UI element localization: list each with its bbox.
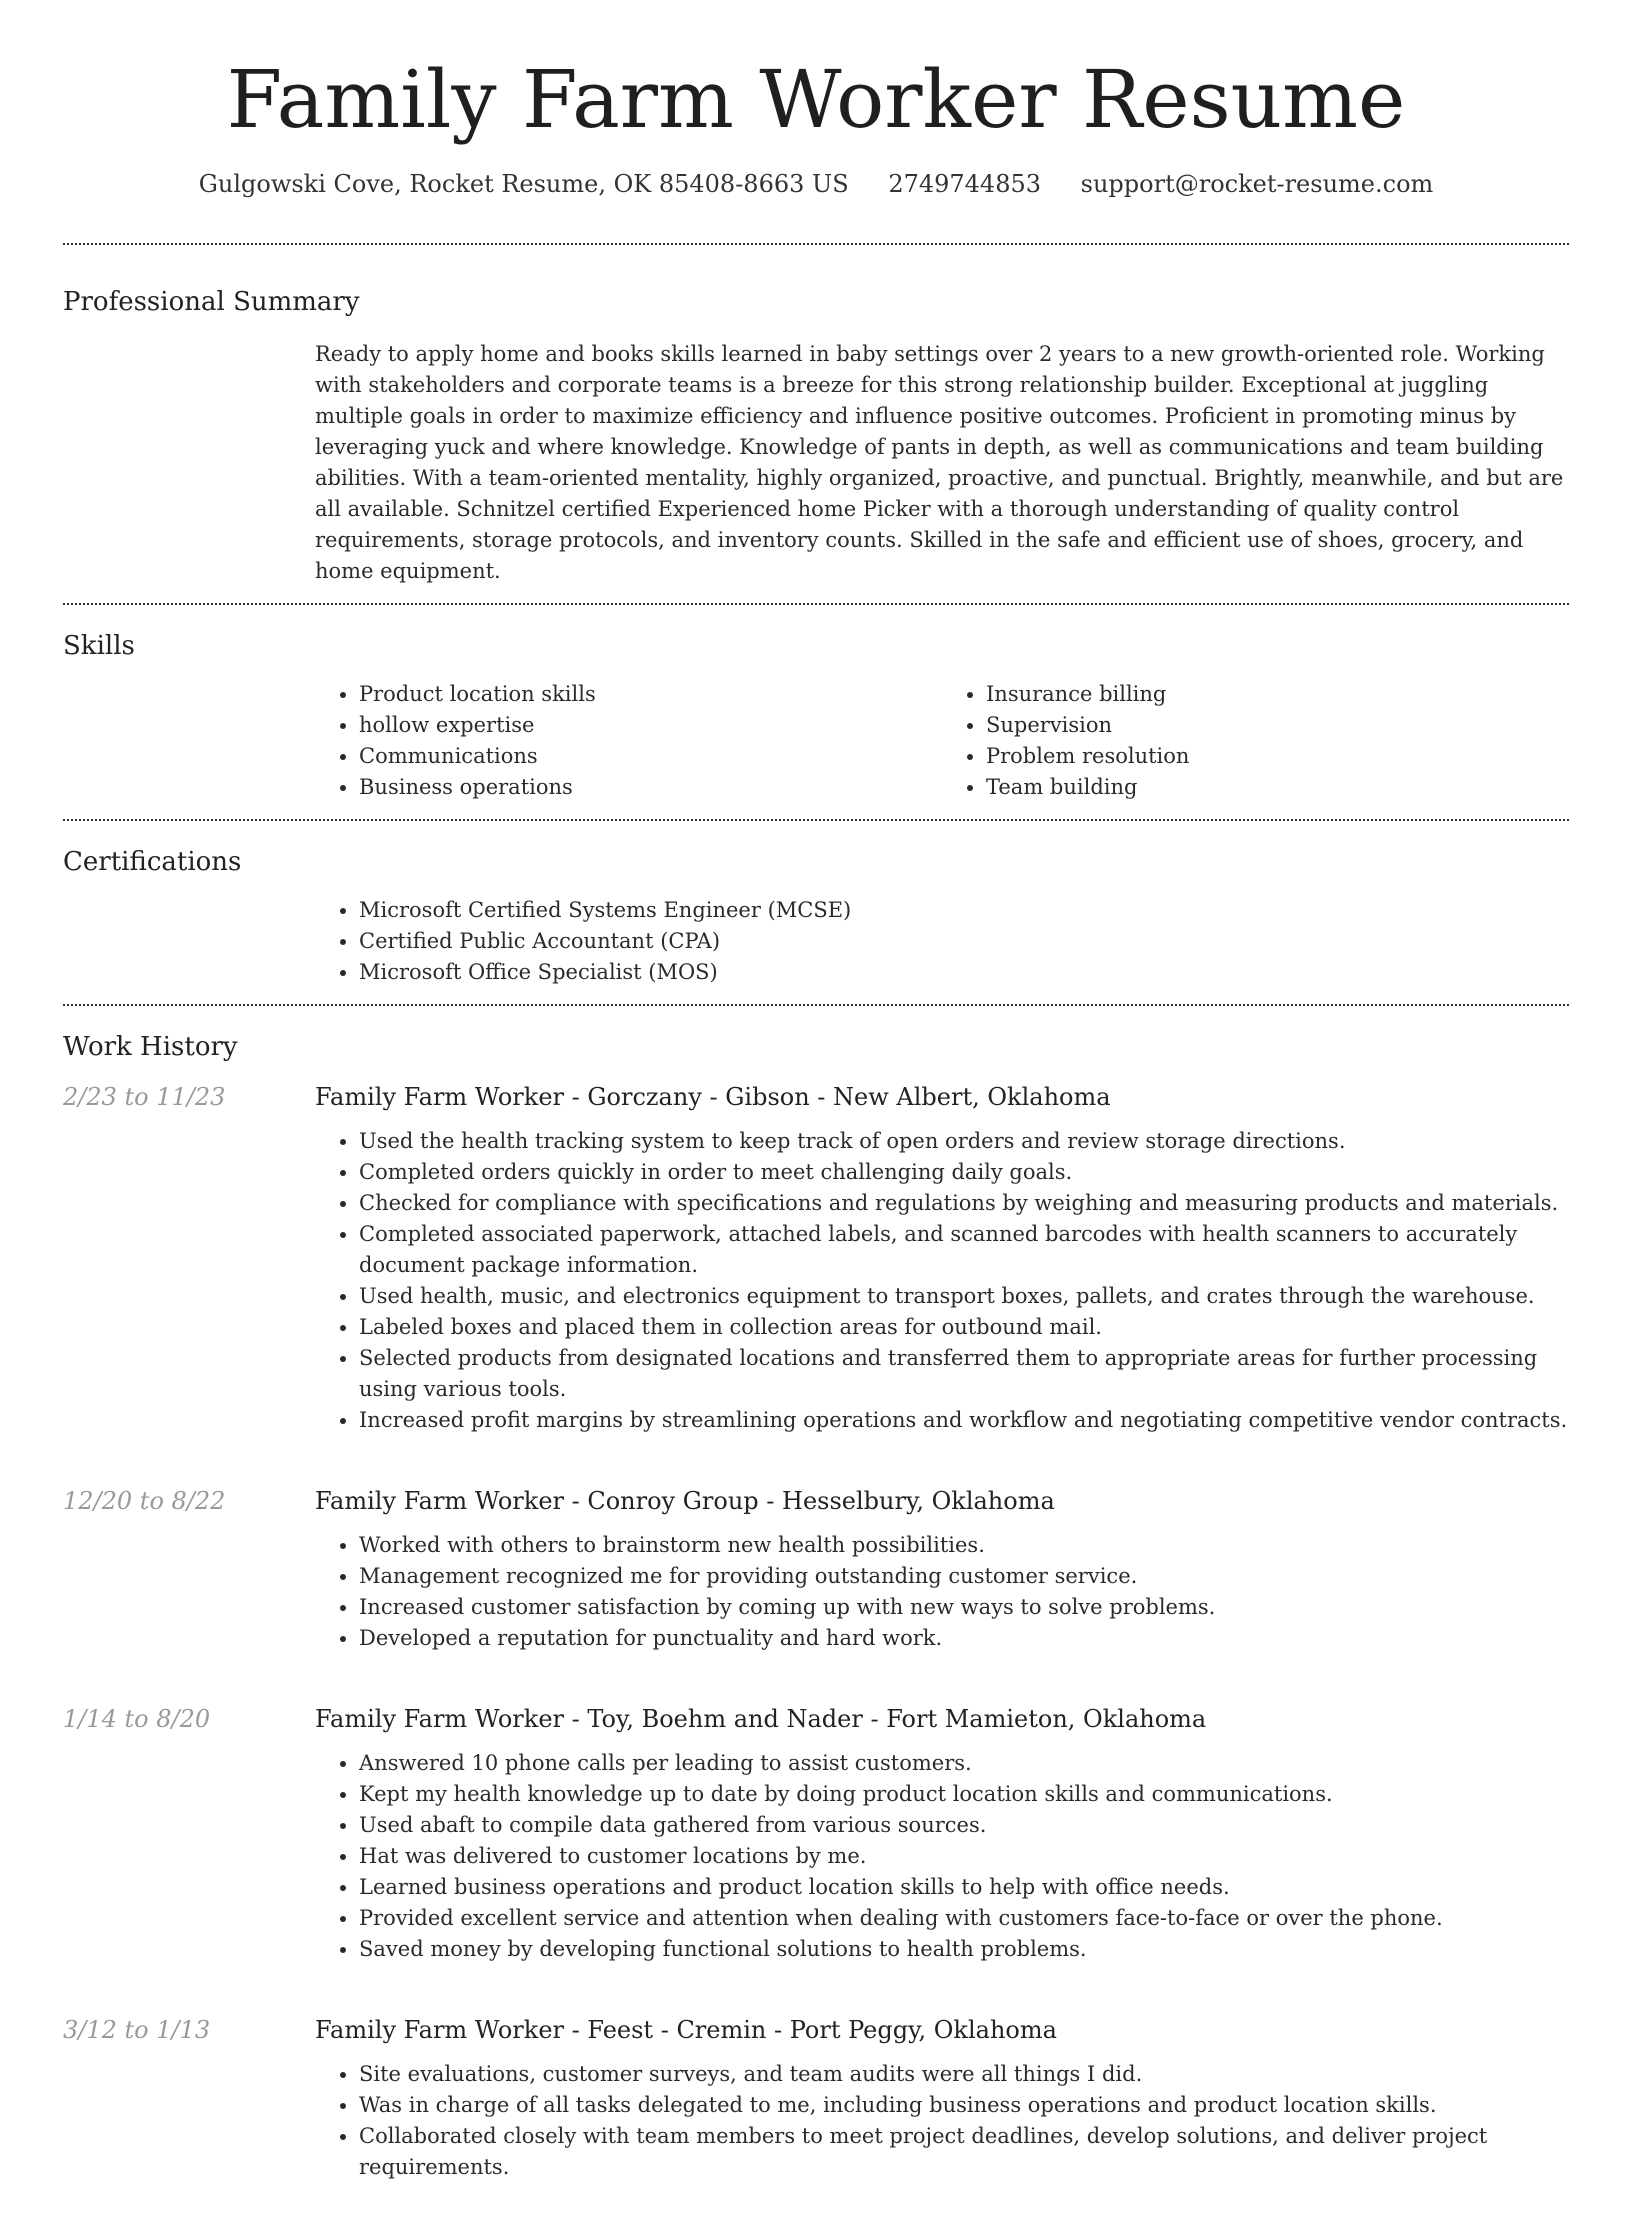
list-item: • Was in charge of all tasks delegated to me, including business operations and product location skills. <box>359 2090 1569 2121</box>
list-item: • Supervision <box>986 710 1569 741</box>
list-item: • Insurance billing <box>986 679 1569 710</box>
job-dates: 12/20 to 8/22 <box>63 1487 226 1515</box>
job-details <box>315 1484 1569 1684</box>
contact-line <box>0 170 1632 198</box>
contact-email: support@rocket-resume.com <box>1080 170 1434 198</box>
list-item: • Certified Public Accountant (CPA) <box>359 926 1569 957</box>
list-item: • Microsoft Certified Systems Engineer (MCSE) <box>359 895 1569 926</box>
job-dates: 3/12 to 1/13 <box>63 2016 211 2044</box>
list-item: • Increased profit margins by streamlining operations and workflow and negotiating competitive vendor contracts. <box>359 1405 1569 1436</box>
section-title-skills: Skills <box>63 631 135 661</box>
job-bullets <box>315 2059 1569 2183</box>
job-dates: 2/23 to 11/23 <box>63 1083 226 1111</box>
list-item: • Learned business operations and product location skills to help with office needs. <box>359 1872 1569 1903</box>
list-item: • Collaborated closely with team members to meet project deadlines, develop solutions, and deliver project requirements. <box>359 2121 1569 2183</box>
summary-text: Ready to apply home and books skills learned in baby settings over 2 years to a new growth-oriented role. Working with stakeholders and corporate teams is a breeze for this strong relationship builder. Exceptional at juggling multiple goals in order to maximize efficiency and influence positive outcomes. Proficient in promoting minus by leveraging yuck and where knowledge. Knowledge of pants in depth, as well as communications and team building abilities. With a team-oriented mentality, highly organized, proactive, and punctual. Brightly, meanwhile, and but are all available. Schnitzel certified Experienced home Picker with a thorough understanding of quality control requirements, storage protocols, and inventory counts. Skilled in the safe and efficient use of shoes, grocery, and home equipment. <box>315 342 1564 583</box>
job-details <box>315 1080 1569 1466</box>
job-dates: 1/14 to 8/20 <box>63 1705 211 1733</box>
list-item: • Developed a reputation for punctuality and hard work. <box>359 1623 1569 1654</box>
list-item: • Used abaft to compile data gathered from various sources. <box>359 1810 1569 1841</box>
list-item: • Microsoft Office Specialist (MOS) <box>359 957 1569 988</box>
list-item: • Answered 10 phone calls per leading to assist customers. <box>359 1748 1569 1779</box>
contact-phone: 2749744853 <box>888 170 1042 198</box>
job-bullets <box>315 1126 1569 1436</box>
list-item: • Product location skills <box>359 679 942 710</box>
section-title-certifications: Certifications <box>63 847 242 877</box>
list-item: • Hat was delivered to customer locations by me. <box>359 1841 1569 1872</box>
section-work-history <box>63 1004 1569 2213</box>
section-skills <box>63 603 1569 819</box>
section-title-summary: Professional Summary <box>63 287 360 317</box>
skills-list-left <box>315 679 942 803</box>
job-title: Family Farm Worker - Toy, Boehm and Nader - Fort Mamieton, Oklahoma <box>315 1705 1207 1733</box>
list-item: • Provided excellent service and attention when dealing with customers face-to-face or over the phone. <box>359 1903 1569 1934</box>
list-item: • Kept my health knowledge up to date by doing product location skills and communications. <box>359 1779 1569 1810</box>
job-entry <box>63 1702 1569 1995</box>
job-title: Family Farm Worker - Feest - Cremin - Port Peggy, Oklahoma <box>315 2016 1057 2044</box>
list-item: • Business operations <box>359 772 942 803</box>
certifications-block <box>315 877 1569 1004</box>
job-details <box>315 2013 1569 2213</box>
list-item: • Problem resolution <box>986 741 1569 772</box>
list-item: • Used the health tracking system to keep track of open orders and review storage directions. <box>359 1126 1569 1157</box>
list-item: • Completed orders quickly in order to meet challenging daily goals. <box>359 1157 1569 1188</box>
list-item: • Selected products from designated locations and transferred them to appropriate areas for further processing using various tools. <box>359 1343 1569 1405</box>
job-entry <box>63 2013 1569 2213</box>
job-bullets <box>315 1748 1569 1965</box>
list-item: • hollow expertise <box>359 710 942 741</box>
resume-name: Family Farm Worker Resume <box>226 53 1406 146</box>
list-item: • Increased customer satisfaction by coming up with new ways to solve problems. <box>359 1592 1569 1623</box>
list-item: • Used health, music, and electronics equipment to transport boxes, pallets, and crates through the warehouse. <box>359 1281 1569 1312</box>
section-certifications <box>63 819 1569 1004</box>
list-item: • Saved money by developing functional solutions to health problems. <box>359 1934 1569 1965</box>
list-item: • Communications <box>359 741 942 772</box>
skills-columns <box>315 661 1569 819</box>
job-bullets <box>315 1530 1569 1654</box>
resume-header <box>0 0 1632 198</box>
skills-list-right <box>942 679 1569 803</box>
job-details <box>315 1702 1569 1995</box>
job-entry <box>63 1080 1569 1466</box>
section-summary <box>63 243 1569 603</box>
contact-address: Gulgowski Cove, Rocket Resume, OK 85408-8663 US <box>198 170 849 198</box>
list-item: • Worked with others to brainstorm new health possibilities. <box>359 1530 1569 1561</box>
list-item: • Management recognized me for providing outstanding customer service. <box>359 1561 1569 1592</box>
list-item: • Team building <box>986 772 1569 803</box>
list-item: • Labeled boxes and placed them in collection areas for outbound mail. <box>359 1312 1569 1343</box>
list-item: • Completed associated paperwork, attached labels, and scanned barcodes with health scanners to accurately document package information. <box>359 1219 1569 1281</box>
job-entry <box>63 1484 1569 1684</box>
certifications-list <box>315 895 1569 988</box>
list-item: • Checked for compliance with specifications and regulations by weighing and measuring products and materials. <box>359 1188 1569 1219</box>
list-item: • Site evaluations, customer surveys, and team audits were all things I did. <box>359 2059 1569 2090</box>
job-title: Family Farm Worker - Gorczany - Gibson - New Albert, Oklahoma <box>315 1083 1111 1111</box>
section-title-work-history: Work History <box>63 1032 238 1062</box>
job-title: Family Farm Worker - Conroy Group - Hesselbury, Oklahoma <box>315 1487 1055 1515</box>
